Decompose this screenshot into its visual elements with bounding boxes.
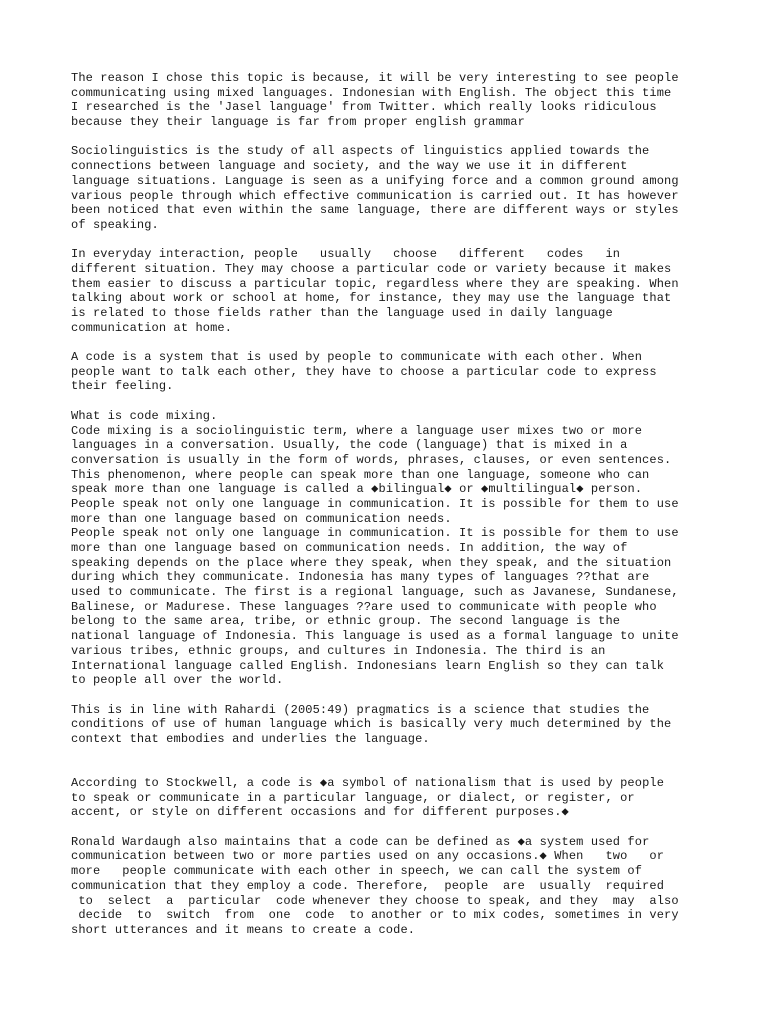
text-line: What is code mixing. [71, 408, 218, 423]
text-line: because they their language is far from proper english grammar [71, 115, 525, 130]
text-line: communication between two or more parties used on any occasions.◆ When two or [71, 849, 665, 864]
text-line: people want to talk each other, they have to choose a particular code to express [71, 364, 657, 379]
text-line: accent, or style on different occasions and for different purposes.◆ [71, 805, 569, 820]
text-line: belong to the same area, tribe, or ethnic group. The second language is the [71, 614, 621, 629]
text-line: According to Stockwell, a code is ◆a symbol of nationalism that is used by people [71, 776, 665, 790]
text-line: decide to switch from one code to another or to mix codes, sometimes in very [71, 908, 679, 923]
text-line: This phenomenon, where people can speak more than one language, someone who can [71, 467, 650, 482]
paragraph-gap [71, 747, 711, 762]
text-line: to select a particular code whenever they choose to speak, and they may also [71, 893, 679, 908]
text-line: more than one language based on communication needs. [71, 511, 452, 526]
text-line: People speak not only one language in communication. It is possible for them to use [71, 496, 679, 511]
text-line: them easier to discuss a particular topic, regardless where they are speaking. When [71, 276, 679, 291]
text-line: language situations. Language is seen as a unifying force and a common ground among [71, 173, 679, 188]
text-line: is related to those fields rather than the language used in daily language [71, 306, 613, 320]
text-line: to speak or communicate in a particular language, or dialect, or register, or [71, 790, 635, 805]
text-line: to people all over the world. [71, 673, 284, 688]
text-line: I researched is the 'Jasel language' from Twitter. which really looks ridiculous [71, 100, 657, 115]
text-line: languages in a conversation. Usually, the code (language) that is mixed in a [71, 438, 628, 453]
text-line: People speak not only one language in communication. It is possible for them to use [71, 526, 679, 541]
text-line: Code mixing is a sociolinguistic term, where a language user mixes two or more [71, 423, 643, 438]
paragraph-gap [71, 335, 711, 350]
text-line: their feeling. [71, 379, 174, 394]
text-line: communication at home. [71, 320, 233, 335]
paragraph-gap [71, 688, 711, 703]
text-line: used to communicate. The first is a regional language, such as Javanese, Sundanese, [71, 585, 679, 600]
paragraph-gap [71, 130, 711, 145]
paragraph-gap [71, 233, 711, 248]
text-line: conversation is usually in the form of words, phrases, clauses, or even sentences. [71, 452, 672, 467]
text-line: This is in line with Rahardi (2005:49) pragmatics is a science that studies the [71, 702, 650, 717]
paragraph-gap [71, 394, 711, 409]
text-line: communication that they employ a code. Therefore, people are usually required [71, 878, 665, 893]
text-line: The reason I chose this topic is because, it will be very interesting to see people [71, 71, 679, 85]
text-line: during which they communicate. Indonesia has many types of languages ??that are [71, 570, 650, 585]
text-line: short utterances and it means to create a code. [71, 922, 416, 937]
text-line: In everyday interaction, people usually choose different codes in [71, 247, 621, 262]
text-line: been noticed that even within the same language, there are different ways or styles [71, 203, 679, 218]
text-line: national language of Indonesia. This language is used as a formal language to unite [71, 629, 679, 644]
text-line: connections between language and society, and the way we use it in different [71, 159, 628, 174]
text-line: speak more than one language is called a ◆bilingual◆ or ◆multilingual◆ person. [71, 482, 643, 497]
text-line: various tribes, ethnic groups, and cultures in Indonesia. The third is an [71, 643, 606, 658]
document-body [71, 71, 711, 938]
text-line: International language called English. Indonesians learn English so they can talk [71, 658, 665, 673]
paragraph-gap [71, 761, 711, 776]
text-line: conditions of use of human language which is basically very much determined by the [71, 717, 672, 732]
text-line: different situation. They may choose a particular code or variety because it makes [71, 261, 672, 276]
text-line: of speaking. [71, 217, 159, 232]
text-line: more than one language based on communication needs. In addition, the way of [71, 541, 628, 555]
text-line: A code is a system that is used by people to communicate with each other. When [71, 350, 643, 365]
text-line: Sociolinguistics is the study of all aspects of linguistics applied towards the [71, 144, 650, 159]
paragraph-gap [71, 820, 711, 835]
text-line: Ronald Wardaugh also maintains that a code can be defined as ◆a system used for [71, 834, 650, 849]
text-line: Balinese, or Madurese. These languages ??are used to communicate with people who [71, 599, 657, 614]
text-line: various people through which effective communication is carried out. It has however [71, 188, 679, 203]
text-line: context that embodies and underlies the language. [71, 731, 430, 746]
text-line: talking about work or school at home, for instance, they may use the language that [71, 291, 672, 306]
text-line: speaking depends on the place where they speak, when they speak, and the situation [71, 555, 672, 570]
text-line: communicating using mixed languages. Indonesian with English. The object this time [71, 85, 672, 100]
text-line: more people communicate with each other in speech, we can call the system of [71, 864, 643, 879]
